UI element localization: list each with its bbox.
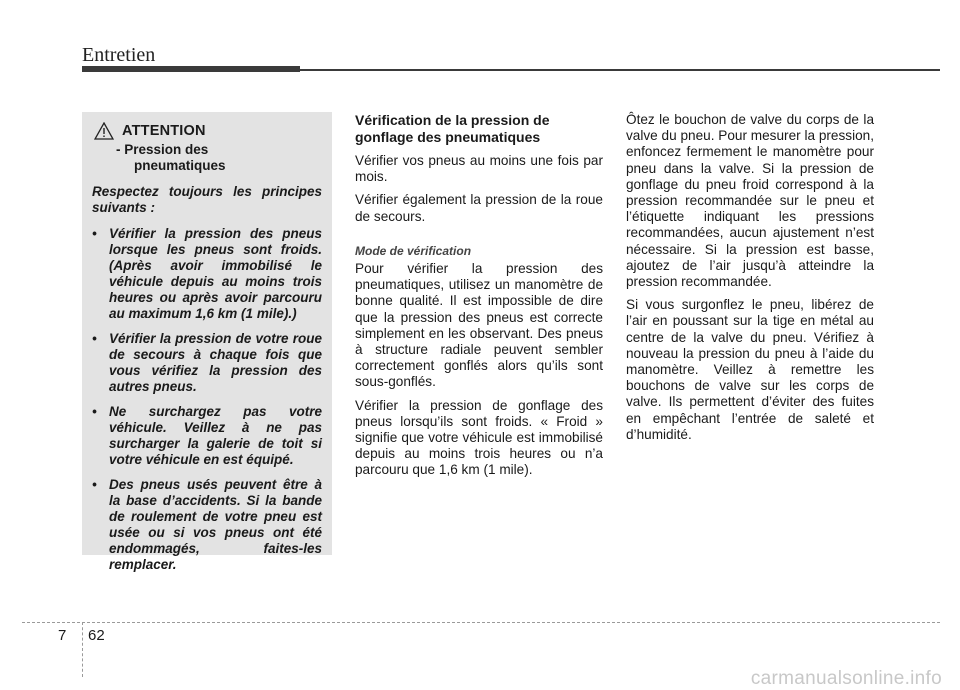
list-item: • Vérifier la pression de votre roue de secours à chaque fois que vous vérifiez la pression des autres pneus.	[92, 331, 322, 394]
warning-box	[82, 112, 332, 572]
paragraph: Pour vérifier la pression des pneumatiques, utilisez un manomètre de bonne qualité. Il est impossible de dire que la pression des pneus est correcte simplement en les observant. Des pneus à structure radiale peuvent sembler correctement gonflés alors qu’ils sont sous-gonflés.	[355, 261, 603, 390]
watermark: carmanualsonline.info	[750, 668, 942, 689]
warning-subtitle	[116, 142, 322, 174]
paragraph: Si vous surgonflez le pneu, libérez de l’air en poussant sur la tige en métal au centre de la valve du pneu. Vérifiez à nouveau la pression du pneu à l’aide du manomètre. Veillez à remettre les bouchons de valve sur les corps de valve. Ils permettent d’éviter des fuites en empêchant l’entrée de saleté et d’humidité.	[626, 297, 874, 442]
paragraph: Vérifier vos pneus au moins une fois par mois.	[355, 153, 603, 185]
warning-triangle-icon	[94, 122, 114, 140]
warning-title: ATTENTION	[122, 123, 206, 139]
page-header-title: Entretien	[82, 44, 156, 66]
page-number: 62	[88, 627, 105, 644]
paragraph: Vérifier la pression de gonflage des pneus lorsqu’ils sont froids. « Froid » signifie que votre véhicule est immobilisé depuis au moins trois heures ou n’a parcouru que 1,6 km (1 mile).	[355, 397, 603, 478]
list-item: • Vérifier la pression des pneus lorsque les pneus sont froids. (Après avoir immobilisé le véhicule depuis au moins trois heures ou après avoir parcouru au maximum 1,6 km (1 mile).)	[92, 226, 322, 321]
header-rule-thick	[82, 66, 300, 72]
warning-subtitle-line2: pneumatiques	[134, 158, 226, 173]
list-item: • Ne surchargez pas votre véhicule. Veillez à ne pas surcharger la galerie de toit si votre véhicule en est équipé.	[92, 404, 322, 467]
subheading: Mode de vérification	[355, 243, 472, 258]
header-rule-thin	[300, 69, 940, 71]
warning-list	[92, 226, 322, 573]
list-item: • Des pneus usés peuvent être à la base d’accidents. Si la bande de roulement de votre pneu est usée ou si vos pneus ont été endommagés, faites-les remplacer.	[92, 477, 322, 572]
right-column	[626, 112, 874, 450]
warning-header	[94, 122, 322, 140]
paragraph: Ôtez le bouchon de valve du corps de la valve du pneu. Pour mesurer la pression, enfoncez fermement le manomètre pour pneu dans la valve. Si la pression de gonflage du pneu froid correspond à la pression recommandée sur le pneu et l’étiquette indiquant les pressions recommandées, aucun ajustement n’est nécessaire. Si la pression est basse, ajoutez de l’air jusqu’à atteindre la pression recommandée.	[626, 112, 874, 290]
footer-rule	[22, 622, 940, 623]
warning-intro: Respectez toujours les principes suivants :	[92, 184, 322, 215]
paragraph: Vérifier également la pression de la roue de secours.	[355, 192, 603, 224]
footer-divider	[82, 622, 83, 677]
warning-subtitle-line1: - Pression des	[116, 142, 209, 157]
middle-column	[355, 112, 603, 486]
section-title: Vérification de la pression de gonflage des pneumatiques	[355, 112, 550, 145]
chapter-number: 7	[58, 627, 67, 644]
